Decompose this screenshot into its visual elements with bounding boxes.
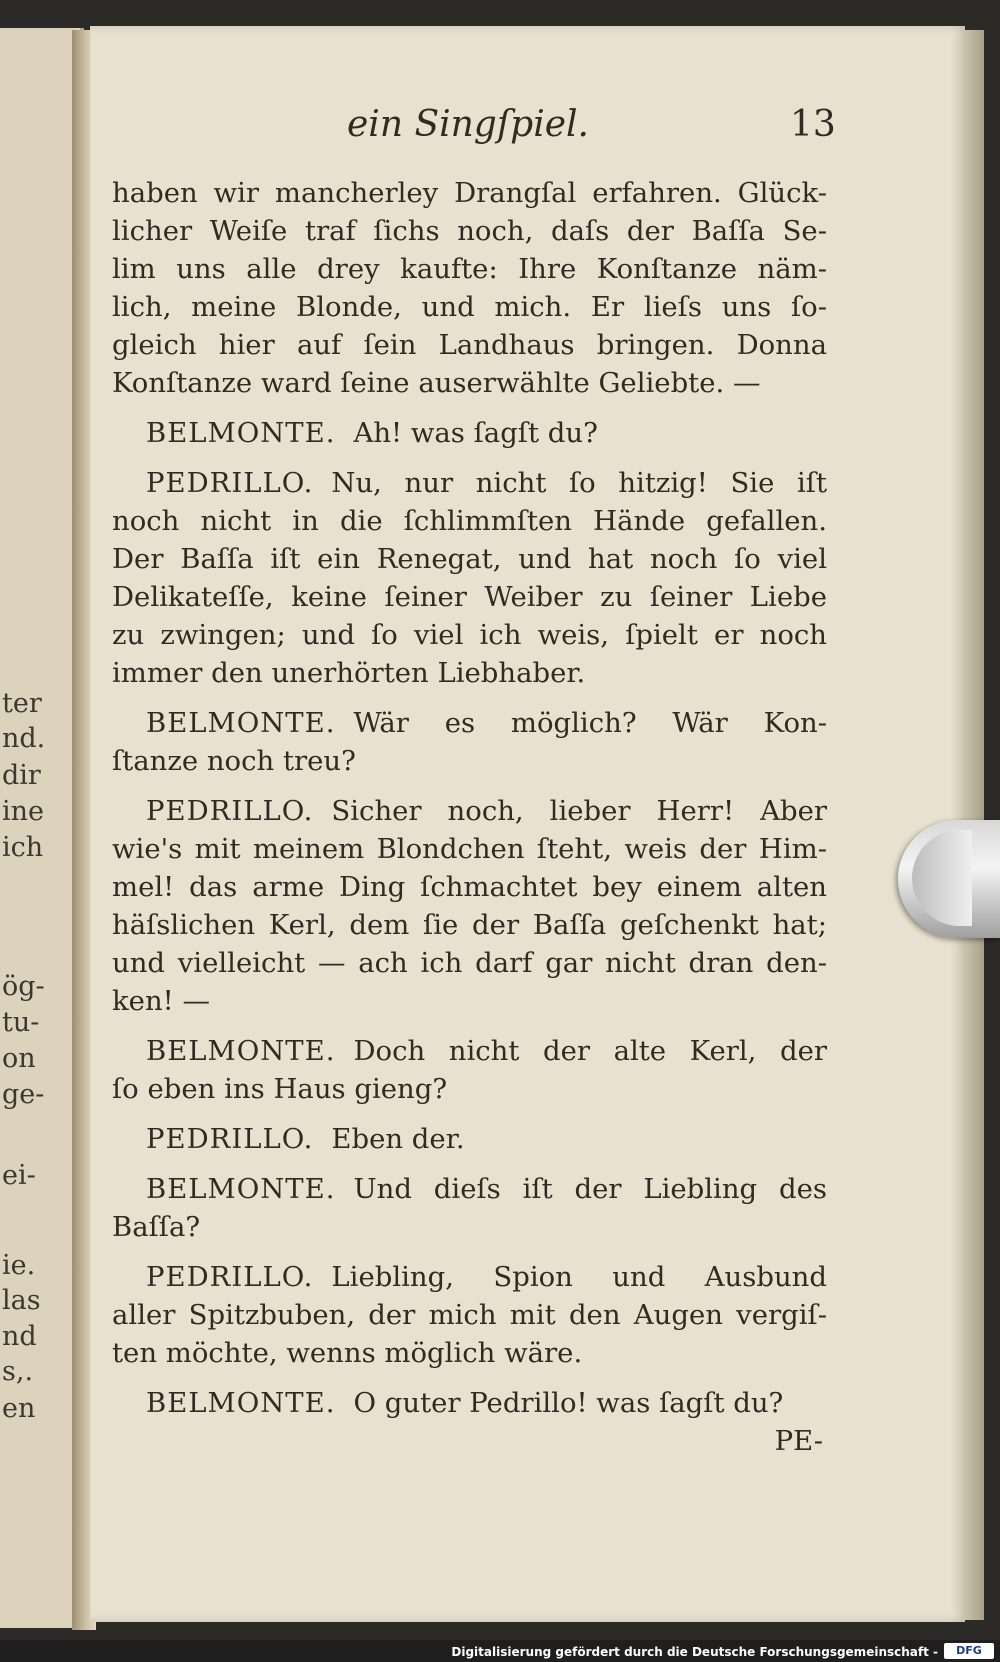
speaker-name: BELMONTE. [146,417,336,449]
left-page-fragment: las [2,1285,41,1316]
text-line: Konſtanze ward ſeine auserwählte Geliebte. — [112,367,761,399]
paragraph [112,1120,827,1158]
text-line: häſslichen Kerl, dem ſie der Baſſa geſchenkt hat; [112,909,827,941]
paragraph [112,1032,827,1108]
speaker-name: PEDRILLO. [146,795,314,827]
speaker-name: PEDRILLO. [146,1261,314,1293]
text-line: licher Weiſe traf ſichs noch, daſs der Baſſa Se- [112,215,827,247]
text-line: noch nicht in die ſchlimmſten Hände gefallen. [112,505,827,537]
text-line: wie's mit meinem Blondchen ſteht, weis der Him- [112,833,827,865]
page-text [112,174,827,1460]
text-line: ken! — [112,985,210,1017]
text-line: haben wir mancherley Drangſal erfahren. Glück- [112,177,827,209]
text-line: lim uns alle drey kaufte: Ihre Konſtanze näm- [112,253,827,285]
left-page-fragment: ine [2,796,45,827]
left-page-fragment: ge- [2,1079,45,1110]
text-line [112,1170,827,1208]
running-title: ein Singſpiel. [347,104,589,145]
paragraph [112,464,827,692]
dfg-logo: DFG [944,1643,994,1659]
speaker-name: BELMONTE. [146,707,336,739]
page-number: 13 [790,104,836,145]
speaker-name: BELMONTE. [146,1173,336,1205]
text-line: lich, meine Blonde, und mich. Er lieſs uns ſo- [112,291,827,323]
left-page-fragment: ei- [2,1160,36,1191]
speaker-name: PEDRILLO. [146,1123,314,1155]
left-page-fragment: en [2,1393,36,1424]
left-page-fragment: nd [2,1321,37,1352]
text-line: ten möchte, wenns möglich wäre. [112,1337,583,1369]
line-text: Eben der. [331,1123,465,1155]
paragraph [112,704,827,780]
line-text: Doch nicht der alte Kerl, der [353,1035,827,1067]
left-page-fragment: ög- [2,971,45,1002]
footer-credit: Digitalisierung gefördert durch die Deutsche Forschungsgemeinschaft - [451,1645,938,1659]
text-line: gleich hier auf ſein Landhaus bringen. Donna [112,329,827,361]
paragraph [112,1170,827,1246]
line-text: Ah! was ſagſt du? [353,417,598,449]
text-line [112,464,827,502]
metal-clip-inner [912,830,972,926]
text-line: Delikateſſe, keine ſeiner Weiber zu ſeiner Liebe [112,581,827,613]
left-page-fragment: ie. [2,1250,36,1281]
text-line [112,414,827,452]
text-line: mel! das arme Ding ſchmachtet bey einem alten [112,871,827,903]
paragraph [112,414,827,452]
page-header [90,104,965,164]
paragraph [112,174,827,402]
text-line [112,704,827,742]
paragraph [112,1258,827,1372]
left-page-fragment: nd. [2,723,46,754]
text-line [112,1120,827,1158]
text-line: Der Baſſa iſt ein Renegat, und hat noch ſo viel [112,543,827,575]
text-line: ſo eben ins Haus gieng? [112,1073,448,1105]
paragraph [112,792,827,1020]
catchword: PE- [774,1425,823,1457]
speaker-name: PEDRILLO. [146,467,314,499]
speaker-name: BELMONTE. [146,1387,336,1419]
line-text: Liebling, Spion und Ausbund [331,1261,827,1293]
text-line: ſtanze noch treu? [112,745,356,777]
speaker-name: BELMONTE. [146,1035,336,1067]
text-line: Baſſa? [112,1211,201,1243]
text-line [112,1258,827,1296]
left-page-fragment: dir [2,760,41,791]
book-page [90,26,965,1622]
digitization-footer [0,1640,1000,1662]
line-text: Sicher noch, lieber Herr! Aber [331,795,827,827]
left-page-fragment: ich [2,832,44,863]
line-text: Wär es möglich? Wär Kon- [353,707,827,739]
left-page-fragment: tu- [2,1007,40,1038]
line-text: O guter Pedrillo! was ſagſt du? [353,1387,784,1419]
left-page-fragment: ter [2,688,42,719]
text-line [112,792,827,830]
text-line: zu zwingen; und ſo viel ich weis, ſpielt er noch [112,619,827,651]
text-line [112,1032,827,1070]
left-page-fragment: s,. [2,1356,34,1387]
paragraph [112,1384,827,1422]
text-line [112,1384,827,1422]
text-line: und vielleicht — ach ich darf gar nicht dran den- [112,947,827,979]
line-text: Und dieſs iſt der Liebling des [353,1173,827,1205]
text-line: immer den unerhörten Liebhaber. [112,657,586,689]
left-page-fragment: on [2,1043,36,1074]
line-text: Nu, nur nicht ſo hitzig! Sie iſt [331,467,827,499]
text-line: aller Spitzbuben, der mich mit den Augen vergiſ- [112,1299,827,1331]
